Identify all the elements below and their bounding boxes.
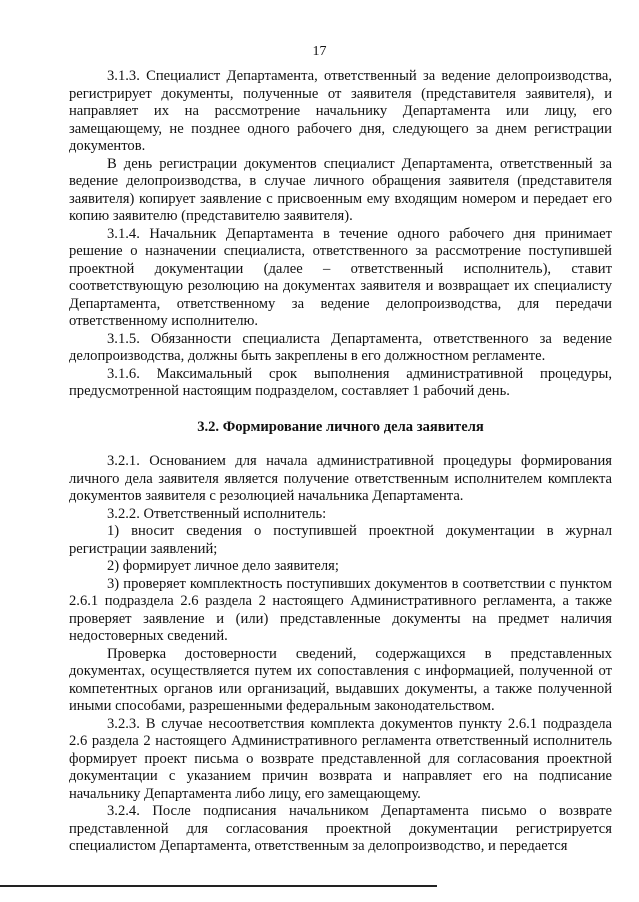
section-heading-3-2: 3.2. Формирование личного дела заявителя [197, 418, 484, 435]
list-item-3: 3) проверяет комплектность поступивших документов в соответствии с пунктом 2.6.1 подраздела 2.6 раздела 2 настоящего Административного регламента, а также проверяет заявление и (или) представленные документы на предмет наличия недостоверных сведений. [69, 575, 612, 644]
list-item-1: 1) вносит сведения о поступившей проектной документации в журнал регистрации заявлений; [69, 523, 612, 557]
paragraph-3-2-4: 3.2.4. После подписания начальником Департамента письмо о возврате представленной для согласования проектной документации регистрируется специалистом Департамента, ответственным за делопроизводство, и передается [69, 803, 612, 854]
paragraph-3-1-4: 3.1.4. Начальник Департамента в течение одного рабочего дня принимает решение о назначении специалиста, ответственного за рассмотрение поступившей проектной документации (далее – ответственный исполнитель), ставит соответствующую резолюцию на документах заявителя и возвращает их специалисту Департамента, ответственному за ведение делопроизводства, для передачи ответственному исполнителю. [69, 225, 612, 329]
paragraph-3-2-3: 3.2.3. В случае несоответствия комплекта документов пункту 2.6.1 подраздела 2.6 раздела 2 настоящего Административного регламента ответственный исполнитель формирует проект письма о возврате представленной для согласования проектной документации с указанием причин возврата и направляет его на подписание начальнику Департамента либо лицу, его замещающему. [69, 715, 612, 802]
paragraph-3-1-6: 3.1.6. Максимальный срок выполнения административной процедуры, предусмотренной настоящим подразделом, составляет 1 рабочий день. [69, 365, 612, 399]
paragraph-3-1-5: 3.1.5. Обязанности специалиста Департамента, ответственного за ведение делопроизводства, должны быть закреплены в его должностном регламенте. [69, 330, 612, 364]
list-item-2: 2) формирует личное дело заявителя; [107, 558, 339, 574]
paragraph-3-2-1: 3.2.1. Основанием для начала административной процедуры формирования личного дела заявителя является получение ответственным исполнителем комплекта документов заявителя с резолюцией начальника Департамента. [69, 453, 612, 504]
page-number: 17 [312, 44, 327, 59]
body-text [69, 68, 612, 856]
paragraph-verification: Проверка достоверности сведений, содержащихся в представленных документах, осуществляется путем их сопоставления с информацией, полученной от компетентных органов или организаций, выдавших документы, а также полученной иными способами, разрешенными федеральным законодательством. [69, 645, 612, 714]
paragraph-3-1-3: 3.1.3. Специалист Департамента, ответственный за ведение делопроизводства, регистрирует документы, полученные от заявителя (представителя заявителя), и направляет их на рассмотрение начальнику Департамента или лицу, его замещающему, не позднее одного рабочего дня, следующего за днем регистрации документов. [69, 68, 612, 154]
paragraph-registration-day: В день регистрации документов специалист Департамента, ответственный за ведение делопроизводства, в случае личного обращения заявителя (представителя заявителя) копирует заявление с присвоенным ему входящим номером и передает его копию заявителю (представителю заявителя). [69, 155, 612, 224]
paragraph-3-2-2: 3.2.2. Ответственный исполнитель: [107, 505, 327, 522]
bottom-rule [0, 885, 437, 887]
